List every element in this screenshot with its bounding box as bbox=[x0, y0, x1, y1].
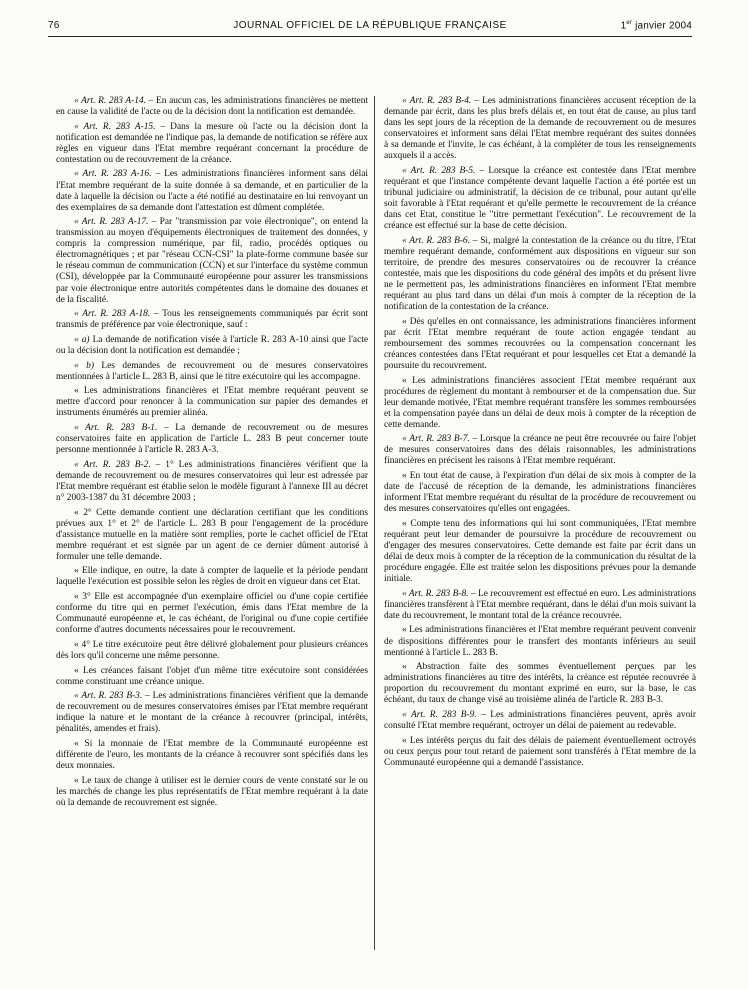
paragraph bbox=[56, 592, 368, 636]
paragraph bbox=[384, 519, 696, 585]
paragraph-text: – En aucun cas, les administrations financières ne mettent en cause la validité de l'acte ou de la décision dont la notification est demandée. bbox=[56, 96, 368, 118]
paragraph-text: – Dans la mesure où l'acte ou la décision dont la notification est demandée ne l'indique pas, la demande de notification se réfère aux règles en vigueur dans l'Etat membre requérant concernant la procédure de contestation ou de recouvrement de la créance. bbox=[56, 121, 368, 165]
paragraph-text: « Les administrations financières et l'Etat membre requérant peuvent convenir de dispositions différentes pour le transfert des montants inférieurs au seuil mentionné à l'article L. 283 B. bbox=[384, 625, 696, 658]
paragraph bbox=[384, 625, 696, 658]
paragraph bbox=[56, 566, 368, 588]
paragraph bbox=[56, 169, 368, 213]
paragraph bbox=[56, 739, 368, 772]
paragraph-text: – Lorsque la créance est contestée dans l'Etat membre requérant et que l'instance compétente devant laquelle l'action a été portée est un tribunal judiciaire ou administratif, la décision de ce tribunal, pour autant qu'elle soit favorable à l'Etat requérant et qu'elle permette le recouvrement de la créance dans cet Etat, constitue le "titre permettant l'exécution". Le recouvrement de la créance est effectué sur la base de cette décision. bbox=[384, 165, 696, 232]
paragraph bbox=[56, 309, 368, 331]
paragraph-text: – 1° Les administrations financières vérifient que la demande de recouvrement ou de mesures conservatoires qui leur est adressée par l'Etat membre requérant est établie selon le modèle figurant à l'annexe III au décret n° 2003-1387 du 31 décembre 2003 ; bbox=[56, 459, 368, 503]
paragraph-text: – Lorsque la créance ne peut être recouvrée ou faire l'objet de mesures conservatoires dans des délais raisonnables, les administrations financières en précisent les raisons à l'Etat membre requérant. bbox=[384, 434, 696, 467]
paragraph-text: Les demandes de recouvrement ou de mesures conservatoires mentionnées à l'article L. 283 B, ainsi que le titre exécutoire qui les accompagne. bbox=[56, 360, 368, 382]
date-day: 1 bbox=[620, 20, 627, 32]
article-reference: « Art. R. 283 B-6. bbox=[402, 235, 470, 246]
paragraph bbox=[384, 434, 696, 467]
article-reference: « Art. R. 283 B-9. bbox=[402, 709, 477, 720]
journal-title: JOURNAL OFFICIEL DE LA RÉPUBLIQUE FRANÇAISE bbox=[233, 20, 507, 31]
paragraph bbox=[56, 640, 368, 662]
issue-date bbox=[621, 20, 692, 31]
paragraph bbox=[56, 335, 368, 357]
paragraph bbox=[56, 361, 368, 383]
article-reference: « Art. R. 283 A-16. bbox=[74, 169, 152, 180]
paragraph bbox=[384, 471, 696, 515]
paragraph-text: – Les administrations financières accusent réception de la demande par écrit, dans les plus brefs délais et, en tout état de cause, au plus tard dans les sept jours de la réception de la demande de recouvrement ou de mesures conservatoires et informent sans délai l'Etat membre requérant des suites données à sa demande et l'invite, le cas échéant, à la compléter de tous les renseignements auxquels il a accès. bbox=[384, 96, 696, 162]
paragraph bbox=[56, 423, 368, 456]
date-rest: janvier 2004 bbox=[632, 20, 692, 32]
article-reference: « a) bbox=[74, 334, 90, 345]
date-superscript: er bbox=[626, 20, 633, 26]
article-reference: « Art. R. 283 A-17. bbox=[74, 217, 149, 228]
paragraph-text: La demande de notification visée à l'article R. 283 A-10 ainsi que l'acte ou la décision dont la notification est demandée ; bbox=[56, 334, 368, 356]
paragraph-text: – La demande de recouvrement ou de mesures conservatoires faite en application de l'article L. 283 B peut concerner toute personne mentionnée à l'article R. 283 A-3. bbox=[56, 423, 368, 456]
paragraph bbox=[56, 217, 368, 305]
paragraph-text: « Les administrations financières et l'Etat membre requérant peuvent se mettre d'accord pour renoncer à la communication sur papier des demandes et instruments énumérés au premier alinéa. bbox=[56, 386, 368, 419]
paragraph bbox=[56, 386, 368, 419]
paragraph-text: – Les administrations financières informent sans délai l'Etat membre requérant de la suite donnée à sa demande, et en particulier de la date à laquelle la décision ou l'acte a été notifié au destinataire en lui renvoyant un des exemplaires de sa demande dont l'attestation est dûment complétée. bbox=[56, 169, 368, 213]
paragraph bbox=[56, 96, 368, 118]
paragraph-text: – Si, malgré la contestation de la créance ou du titre, l'Etat membre requérant demande, conformément aux dispositions en vigueur sur son territoire, de prendre des mesures conservatoires ou de recouvrer la créance contestée, mais que les dispositions du code général des impôts et du présent livre ne le permettent pas, les administrations financières en informent l'Etat membre requérant au plus tard dans un délai d'un mois à compter de la réception de la notification de la contestation de la créance. bbox=[384, 235, 696, 313]
paragraph-text: – Tous les renseignements communiqués par écrit sont transmis de préférence par voie électronique, sauf : bbox=[56, 309, 368, 331]
paragraph bbox=[384, 317, 696, 372]
paragraph bbox=[56, 460, 368, 504]
paragraph-text: « Le taux de change à utiliser est le dernier cours de vente constaté sur le ou les marchés de change les plus représentatifs de l'Etat membre requérant à la date où la demande de recouvrement est signée. bbox=[56, 775, 368, 808]
article-reference: « Art. R. 283 A-18. bbox=[74, 309, 151, 320]
paragraph-text: – Par "transmission par voie électronique", on entend la transmission au moyen d'équipements électroniques de traitement des données, y compris la compression numérique, par fil, radio, procédés optiques ou électromagnétiques ; et par "réseau CCN-CSI" la plate-forme commune basée sur le réseau commun de communication (CCN) et sur l'interface du système commun (CSI), développée par la Communauté européenne pour assurer les transmissions par voie électronique entre autorités compétentes dans le domaine des douanes et de la fiscalité. bbox=[56, 217, 368, 305]
article-reference: « Art. R. 283 B-4. bbox=[402, 96, 472, 106]
paragraph-text: « Elle indique, en outre, la date à compter de laquelle et la période pendant laquelle l'exécution est possible selon les règles de droit en vigueur dans cet Etat. bbox=[56, 566, 368, 588]
left-column bbox=[56, 96, 368, 972]
paragraph-text: « Compte tenu des informations qui lui sont communiquées, l'Etat membre requérant peut leur demander de poursuivre la procédure de recouvrement ou d'engager des mesures conservatoires. Cette demande est faite par écrit dans un délai de deux mois à compter de la réception de la communication du résultat de la procédure engagée. Elle est traitée selon les dispositions prévues pour la demande initiale. bbox=[384, 518, 696, 585]
paragraph-text: « Dès qu'elles en ont connaissance, les administrations financières informent par écrit l'Etat membre requérant de toute action engagée tendant au remboursement des sommes recouvrées ou la compensation concernant les créances contestées dans l'Etat requérant et pour lesquelles cet Etat a demandé la poursuite du recouvrement. bbox=[384, 316, 696, 371]
paragraph-text: « 3° Elle est accompagnée d'un exemplaire officiel ou d'une copie certifiée conforme du titre qui en permet l'exécution, émis dans l'Etat membre de la Communauté européenne et, le cas échéant, de l'original ou d'une copie certifiée conforme d'autres documents nécessaires pour le recouvrement. bbox=[56, 592, 368, 636]
paragraph-text: – Les administrations financières peuvent, après avoir consulté l'Etat membre requérant, octroyer un délai de paiement au redevable. bbox=[384, 709, 696, 732]
paragraph bbox=[56, 508, 368, 563]
paragraph-text: « Si la monnaie de l'Etat membre de la Communauté européenne est différente de l'euro, les montants de la créance à recouvrer sont spécifiés dans les deux monnaies. bbox=[56, 738, 368, 772]
paragraph bbox=[384, 589, 696, 622]
paragraph-text: « Les administrations financières associent l'Etat membre requérant aux procédures de règlement du montant à rembourser et de la compensation due. Sur leur demande motivée, l'Etat membre requérant transfère les sommes remboursées et la compensation payée dans un délai de deux mois à compter de la réception de cette demande. bbox=[384, 375, 696, 430]
paragraph bbox=[56, 666, 368, 688]
paragraph bbox=[384, 166, 696, 232]
paragraph bbox=[56, 776, 368, 809]
paragraph bbox=[56, 691, 368, 735]
column-divider bbox=[374, 96, 375, 950]
paragraph-text: « En tout état de cause, à l'expiration d'un délai de six mois à compter de la date de l'accusé de réception de la demande, les administrations financières informent l'Etat membre requérant du résultat de la procédure de recouvrement ou des mesures conservatoires qu'elles ont engagées. bbox=[384, 471, 696, 515]
article-reference: « Art. R. 283 B-8. bbox=[402, 588, 469, 599]
article-reference: « Art. R. 283 A-14. bbox=[74, 96, 146, 106]
paragraph-text: « 4° Le titre exécutoire peut être délivré globalement pour plusieurs créances dès lors qu'il concerne une même personne. bbox=[56, 639, 368, 661]
paragraph-text: – Le recouvrement est effectué en euro. Les administrations financières transfèrent à l'Etat membre requérant, dans le délai d'un mois suivant la date du recouvrement, le montant total de la créance recouvrée. bbox=[384, 588, 696, 621]
article-reference: « Art. R. 283 B-5. bbox=[402, 165, 476, 176]
article-reference: « Art. R. 283 B-7. bbox=[402, 434, 470, 445]
paragraph-text: « Les intérêts perçus du fait des délais de paiement éventuellement octroyés ou ceux perçus pour tout retard de paiement sont transférés à l'Etat membre de la Communauté européenne qui a demandé l'assistance. bbox=[384, 735, 696, 768]
paragraph-text: « Les créances faisant l'objet d'un même titre exécutoire sont considérées comme constituant une créance unique. bbox=[56, 665, 368, 687]
article-reference: « Art. R. 283 B-2. bbox=[74, 459, 151, 470]
article-reference: « Art. R. 283 A-15. bbox=[74, 121, 156, 132]
paragraph bbox=[384, 96, 696, 162]
header-rule bbox=[48, 36, 692, 37]
paragraph-text: « Abstraction faite des sommes éventuellement perçues par les administrations financières au titre des intérêts, la créance est réputée recouvrée à proportion du recouvrement du montant exprimé en euro, sur la base, le cas échéant, du taux de change visé au troisième alinéa de l'article R. 283 B-3. bbox=[384, 662, 696, 706]
article-reference: « b) bbox=[74, 360, 94, 371]
paragraph-text: « 2° Cette demande contient une déclaration certifiant que les conditions prévues aux 1° et 2° de l'article L. 283 B pour l'engagement de la procédure d'assistance mutuelle en la matière sont remplies, porte le cachet officiel de l'Etat membre requérant et est signée par un agent de ce dernier dûment autorisé à formuler une telle demande. bbox=[56, 507, 368, 562]
article-reference: « Art. R. 283 B-1. bbox=[74, 423, 158, 434]
paragraph-text: – Les administrations financières vérifient que la demande de recouvrement ou de mesures conservatoires émises par l'Etat membre requérant indique la nature et le montant de la créance à recouvrer (principal, intérêts, pénalités, amendes et frais). bbox=[56, 691, 368, 735]
paragraph bbox=[56, 122, 368, 166]
right-column bbox=[384, 96, 696, 972]
paragraph bbox=[384, 736, 696, 769]
article-reference: « Art. R. 283 B-3. bbox=[74, 691, 143, 702]
paragraph bbox=[384, 236, 696, 313]
paragraph bbox=[384, 710, 696, 732]
page-header bbox=[48, 18, 692, 38]
paragraph bbox=[384, 662, 696, 706]
page-number: 76 bbox=[48, 20, 60, 31]
paragraph bbox=[384, 376, 696, 431]
